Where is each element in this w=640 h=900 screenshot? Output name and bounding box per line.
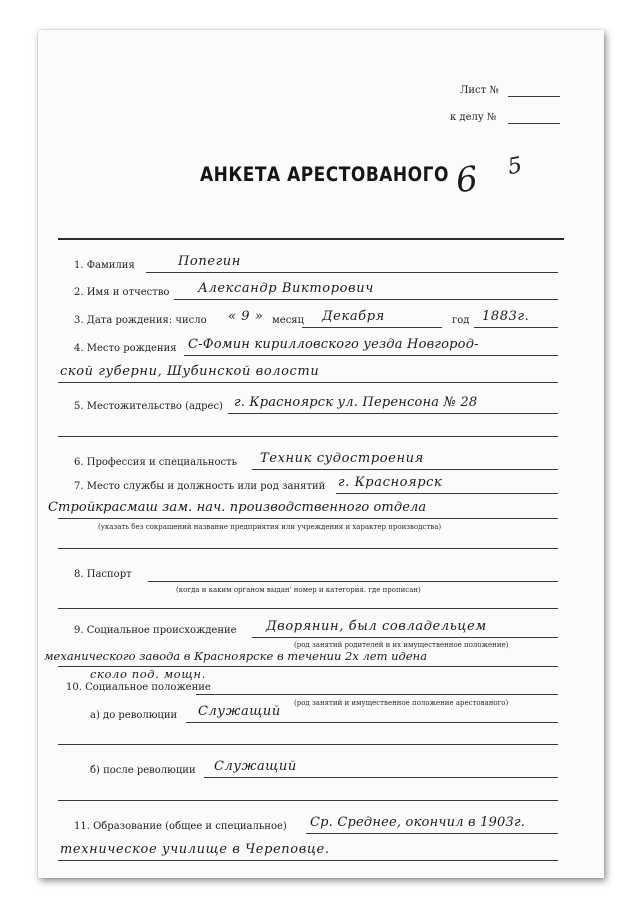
field-birthplace-value-1: С-Фомин кирилловского уезда Новгород- bbox=[188, 337, 479, 352]
field-after-revolution-line-2 bbox=[58, 800, 558, 801]
field-birthdate-month-label: месяц bbox=[272, 315, 305, 326]
field-passport-line-2 bbox=[58, 608, 558, 609]
field-name-line bbox=[174, 299, 558, 300]
sheet-number-label: Лист № bbox=[460, 85, 499, 96]
field-passport-caption: (когда и каким органом выдан' номер и категория. где прописан) bbox=[176, 586, 421, 594]
field-passport-label: 8. Паспорт bbox=[74, 569, 132, 580]
field-workplace-line-3 bbox=[58, 548, 558, 549]
field-address-value: г. Красноярск ул. Перенсона № 28 bbox=[234, 395, 478, 410]
field-birthdate-month-line bbox=[302, 327, 442, 328]
field-address-extra-line bbox=[58, 436, 558, 437]
field-birthplace-value-2: ской губерни, Шубинской волости bbox=[60, 364, 320, 379]
field-birthplace-label: 4. Место рождения bbox=[74, 343, 177, 354]
field-birthplace-line-1 bbox=[184, 355, 558, 356]
field-birthdate-label: 3. Дата рождения: число bbox=[74, 315, 207, 326]
field-before-revolution-line-2 bbox=[58, 744, 558, 745]
field-origin-value-2: механического завода в Красноярске в течении 2х лет идена bbox=[44, 649, 428, 663]
top-rule bbox=[58, 238, 564, 240]
field-education-line-1 bbox=[306, 833, 558, 834]
field-after-revolution-line bbox=[204, 777, 558, 778]
field-before-revolution-label: а) до революции bbox=[90, 710, 178, 721]
field-origin-label: 9. Социальное происхождение bbox=[74, 625, 237, 636]
form-title: АНКЕТА АРЕСТОВАНОГО bbox=[200, 163, 449, 187]
field-profession-label: 6. Профессия и специальность bbox=[74, 457, 238, 468]
field-origin-line-1 bbox=[252, 637, 558, 638]
field-before-revolution-line bbox=[186, 722, 558, 723]
field-education-value-1: Ср. Среднее, окончил в 1903г. bbox=[310, 815, 526, 830]
field-birthdate-year-line bbox=[474, 327, 558, 328]
field-after-revolution-value: Служащий bbox=[214, 759, 297, 774]
field-workplace-line-2 bbox=[58, 518, 558, 519]
field-address-label: 5. Местожительство (адрес) bbox=[74, 401, 223, 412]
field-before-revolution-value: Служащий bbox=[198, 704, 281, 719]
field-education-line-2 bbox=[58, 860, 558, 861]
field-address-line bbox=[228, 413, 558, 414]
sheet-number-line bbox=[508, 96, 560, 97]
field-workplace-value-2: Стройкрасмаш зам. нач. производственного отдела bbox=[48, 500, 427, 515]
field-surname-label: 1. Фамилия bbox=[74, 260, 135, 271]
field-education-value-2: техническое училище в Череповце. bbox=[60, 842, 330, 857]
field-origin-value-1: Дворянин, был совладельцем bbox=[266, 619, 487, 634]
case-number-label: к делу № bbox=[450, 112, 497, 123]
field-passport-line bbox=[148, 581, 558, 582]
field-birthdate-year: 1883г. bbox=[482, 309, 530, 324]
field-birthdate-month: Декабря bbox=[322, 309, 385, 324]
handwritten-mark: 5 bbox=[505, 152, 525, 181]
field-name-value: Александр Викторович bbox=[198, 281, 374, 296]
field-social-label: 10. Социальное положение bbox=[66, 682, 211, 693]
field-after-revolution-label: б) после революции bbox=[90, 765, 196, 776]
field-birthdate-year-label: год bbox=[452, 315, 470, 326]
field-social-caption: (род занятий и имущественное положение арестованого) bbox=[294, 699, 509, 707]
field-surname-line bbox=[146, 272, 558, 273]
field-social-line bbox=[196, 694, 558, 695]
field-workplace-label: 7. Место службы и должность или род занятий bbox=[74, 481, 326, 492]
field-profession-value: Техник судостроения bbox=[260, 451, 424, 466]
field-education-label: 11. Образование (общее и специальное) bbox=[74, 821, 287, 832]
field-name-label: 2. Имя и отчество bbox=[74, 287, 170, 298]
field-birthplace-line-2 bbox=[58, 382, 558, 383]
field-profession-line bbox=[252, 469, 558, 470]
field-birthdate-day: « 9 » bbox=[228, 309, 264, 324]
case-number-line bbox=[508, 123, 560, 124]
field-workplace-caption: (указать без сокращений название предприятия или учреждения и характер производства) bbox=[98, 523, 442, 531]
field-workplace-line-1 bbox=[336, 493, 558, 494]
document-page bbox=[38, 30, 604, 878]
handwritten-number: 6 bbox=[453, 158, 480, 202]
field-origin-value-3: сколо под. мощн. bbox=[90, 667, 206, 681]
field-origin-caption: (род занятий родителей и их имущественное положение) bbox=[294, 641, 509, 649]
field-workplace-value-1: г. Красноярск bbox=[338, 475, 443, 490]
field-surname-value: Попегин bbox=[178, 254, 241, 269]
